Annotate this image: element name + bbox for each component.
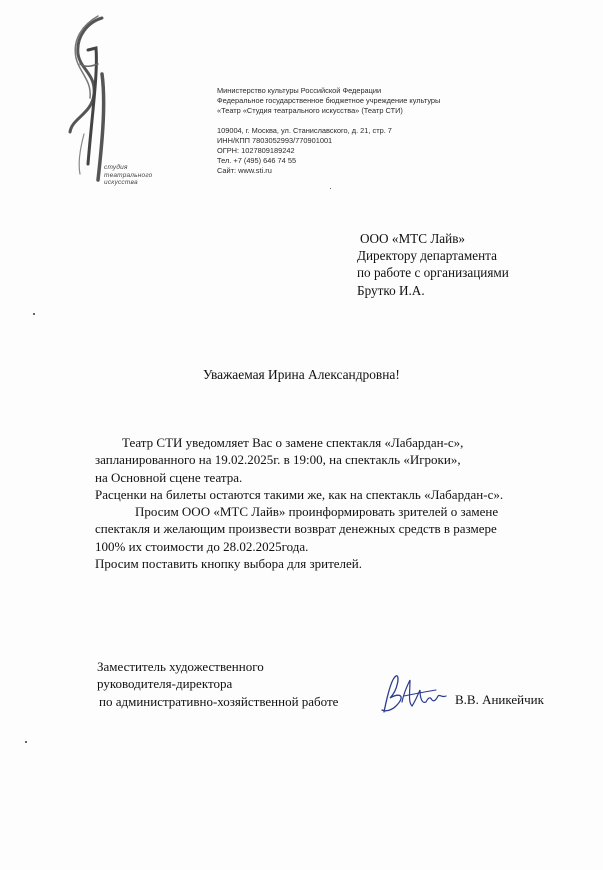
signatory-title (97, 658, 338, 710)
scan-speck (25, 741, 27, 743)
body-line: запланированного на 19.02.2025г. в 19:00, на спектакль «Игроки», (95, 452, 461, 468)
body-line: Просим ООО «МТС Лайв» проинформировать зрителей о замене (135, 504, 499, 520)
contact-line: 109004, г. Москва, ул. Станиславского, д. 21, стр. 7 (217, 125, 392, 135)
logo-caption-line: театрального (104, 171, 153, 179)
body-line: Театр СТИ уведомляет Вас о замене спектакля «Лабардан-с», (122, 435, 464, 450)
org-line: Министерство культуры Российской Федерации (217, 86, 382, 95)
body-line: 100% их стоимости до 28.02.2025года. (95, 538, 309, 554)
logo-caption-line: искусства (104, 179, 138, 186)
scan-speck (330, 188, 331, 189)
signatory-name: В.В. Аникейчик (455, 692, 544, 707)
signatory-line: руководителя-директора (97, 676, 233, 692)
scan-speck (33, 313, 35, 315)
contact-line: ИНН/КПП 7803052993/770901001 (217, 135, 333, 145)
logo-caption (104, 164, 153, 187)
addressee-line: ООО «МТС Лайв» (360, 231, 466, 246)
addressee-line: Директору департамента (357, 248, 497, 264)
body-line: на Основной сцене театра. (95, 469, 243, 485)
letter-body (95, 434, 575, 572)
org-line: Федеральное государственное бюджетное учреждение культуры (217, 96, 441, 106)
signatory-line: по административно-хозяйственной работе (99, 693, 339, 709)
logo-caption-line: студия (104, 164, 128, 171)
handwritten-signature (374, 672, 454, 718)
contact-line: Тел. +7 (495) 646 74 55 (217, 156, 297, 166)
theatre-logo (58, 14, 118, 184)
signatory-line: Заместитель художественного (97, 659, 264, 674)
addressee-line: Брутко И.А. (357, 282, 425, 298)
salutation: Уважаемая Ирина Александровна! (203, 367, 400, 382)
org-line: «Театр «Студия театрального искусства» (Театр СТИ) (217, 106, 403, 116)
body-line: спектакля и желающим произвести возврат денежных средств в размере (95, 521, 497, 537)
contact-line: ОГРН: 1027809189242 (217, 146, 295, 156)
contact-line: Сайт: www.sti.ru (217, 166, 272, 176)
body-line: Расценки на билеты остаются такими же, как на спектакль «Лабардан-с». (95, 486, 504, 502)
body-line: Просим поставить кнопку выбора для зрителей. (95, 556, 362, 572)
letterhead-block (217, 86, 440, 177)
addressee-block (357, 230, 509, 299)
addressee-line: по работе с организациями (357, 265, 509, 281)
